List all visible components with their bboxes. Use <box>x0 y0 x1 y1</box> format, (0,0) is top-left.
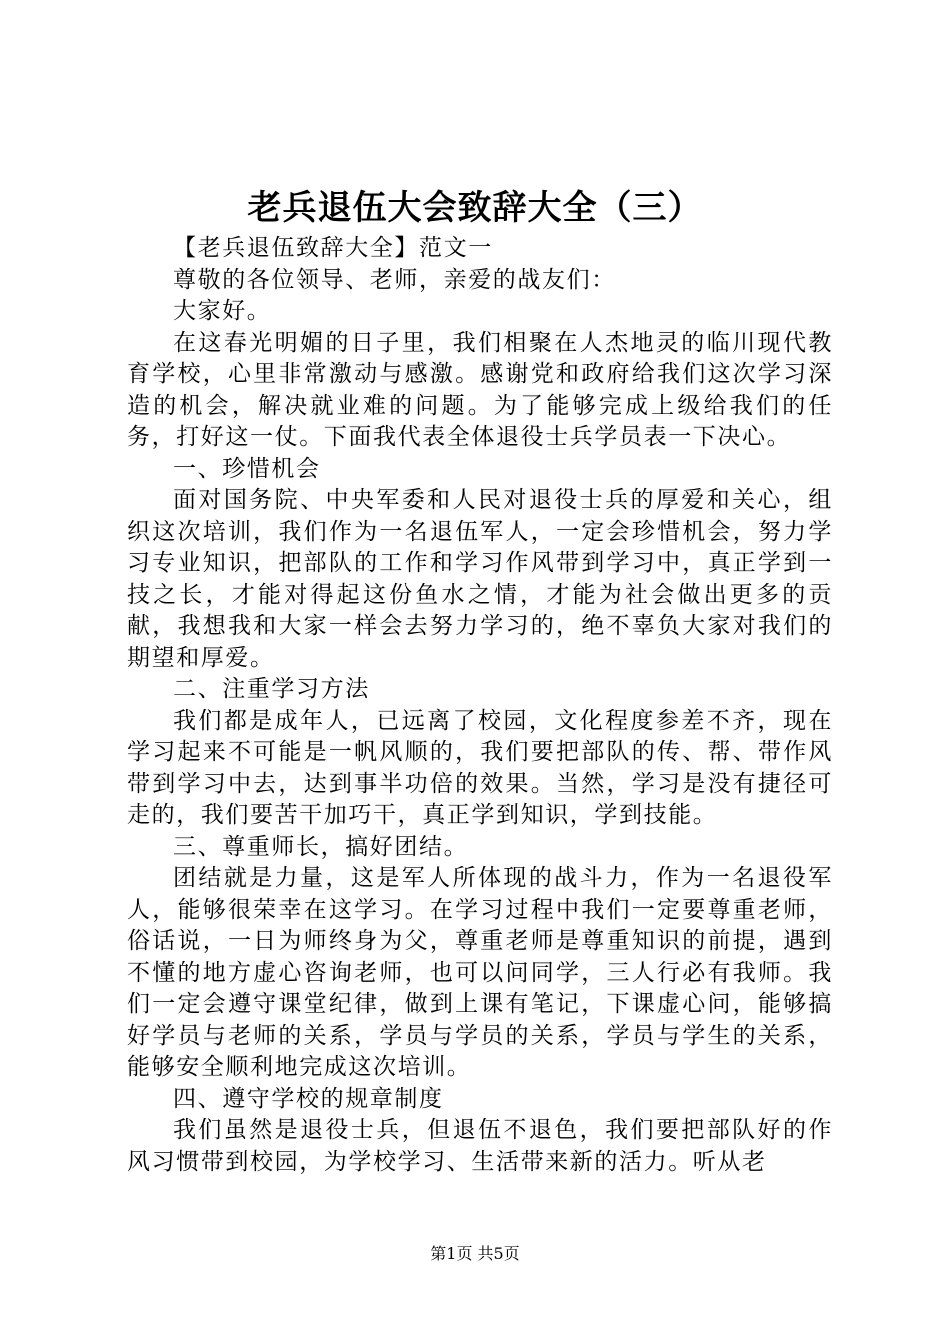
paragraph: 团结就是力量，这是军人所体现的战斗力，作为一名退役军人，能够很荣幸在这学习。在学习过程中我们一定要尊重老师，俗话说，一日为师终身为父，尊重老师是尊重知识的前提，遇到不懂的地方虚心咨询老师，也可以问同学，三人行必有我师。我们一定会遵守课堂纪律，做到上课有笔记，下课虚心问，能够搞好学员与老师的关系，学员与学员的关系，学员与学生的关系，能够安全顺利地完成这次培训。 <box>127 865 833 1080</box>
section-heading: 三、尊重师长，搞好团结。 <box>173 833 469 860</box>
document-body <box>127 233 833 1178</box>
paragraph: 大家好。 <box>173 298 272 324</box>
document-title: 老兵退伍大会致辞大全（三） <box>247 188 703 228</box>
paragraph: 在这春光明媚的日子里，我们相聚在人杰地灵的临川现代教育学校，心里非常激动与感激。感谢党和政府给我们这次学习深造的机会，解决就业难的问题。为了能够完成上级给我们的任务，打好这一仗。下面我代表全体退役士兵学员表一下决心。 <box>127 329 833 450</box>
page-footer: 第1页 共5页 <box>430 1244 520 1263</box>
section-heading: 四、遵守学校的规章制度 <box>173 1085 444 1112</box>
section-heading: 二、注重学习方法 <box>173 676 370 702</box>
paragraph: 【老兵退伍致辞大全】范文一 <box>173 235 493 261</box>
paragraph: 面对国务院、中央军委和人民对退役士兵的厚爱和关心，组织这次培训，我们作为一名退伍军人，一定会珍惜机会，努力学习专业知识，把部队的工作和学习作风带到学习中，真正学到一技之长，才能对得起这份鱼水之情，才能为社会做出更多的贡献，我想我和大家一样会去努力学习的，绝不辜负大家对我们的期望和厚爱。 <box>127 487 833 671</box>
paragraph: 我们都是成年人，已远离了校园，文化程度参差不齐，现在学习起来不可能是一帆风顺的，我们要把部队的传、帮、带作风带到学习中去，达到事半功倍的效果。当然，学习是没有捷径可走的，我们要苦干加巧干，真正学到知识，学到技能。 <box>127 707 833 828</box>
paragraph: 我们虽然是退役士兵，但退伍不退色，我们要把部队好的作风习惯带到校园，为学校学习、生活带来新的活力。听从老 <box>127 1117 833 1175</box>
paragraph: 尊敬的各位领导、老师，亲爱的战友们： <box>173 266 616 293</box>
section-heading: 一、珍惜机会 <box>173 455 321 482</box>
